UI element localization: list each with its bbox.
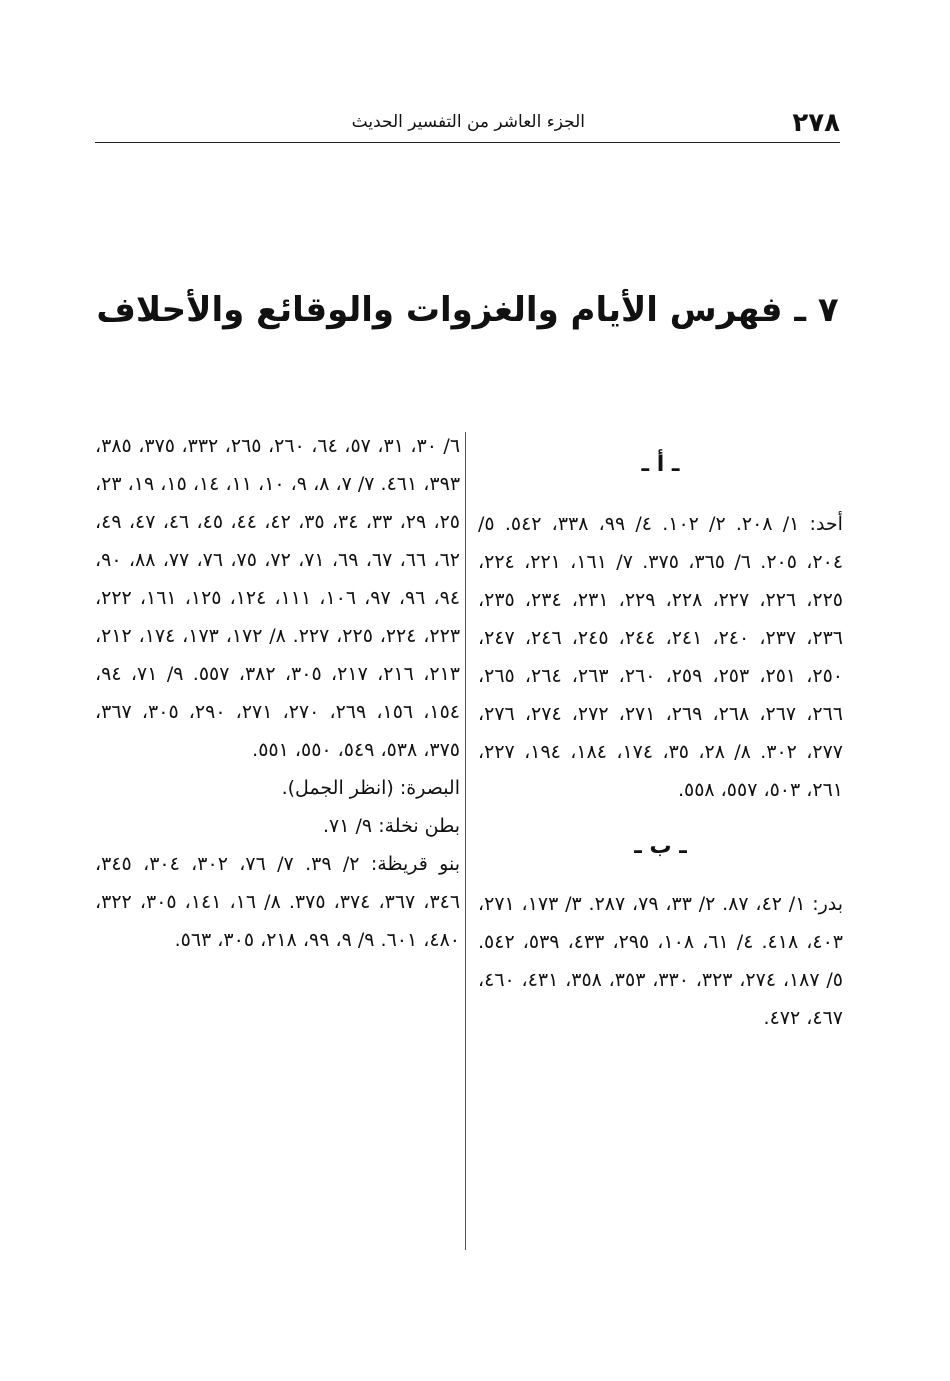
- index-entry-badr: [478, 885, 843, 1037]
- page-header: [95, 104, 840, 144]
- right-column: [478, 425, 843, 1037]
- entry-references: (انظر الجمل).: [281, 777, 394, 799]
- entry-term: أحد:: [809, 513, 843, 535]
- index-entry-basra: [95, 769, 460, 807]
- header-rule: [95, 142, 840, 143]
- entry-term: بدر:: [812, 893, 844, 915]
- entry-references: ١/ ٢٠٨. ٢/ ١٠٢. ٤/ ٩٩، ٣٣٨، ٥٤٢. ٥/ ٢٠٤، ٢٠٥. ٦/ ٣٦٥، ٣٧٥. ٧/ ١٦١، ٢٢١، ٢٢٤، ٢٢٥، ٢٢٦، ٢٢٧، ٢٢٨، ٢٢٩، ٢٣١، ٢٣٤، ٢٣٥، ٢٣٦، ٢٣٧، ٢٤٠، ٢٤١، ٢٤٤، ٢٤٥، ٢٤٦، ٢٤٧، ٢٥٠، ٢٥١، ٢٥٣، ٢٥٩، ٢٦٠، ٢٦٣، ٢٦٤، ٢٦٥، ٢٦٦، ٢٦٧، ٢٦٨، ٢٦٩، ٢٧١، ٢٧٢، ٢٧٤، ٢٧٦، ٢٧٧، ٣٠٢. ٨/ ٢٨، ٣٥، ١٧٤، ١٨٤، ١٩٤، ٢٢٧، ٢٦١، ٥٠٣، ٥٥٧، ٥٥٨.: [478, 513, 844, 801]
- entry-references: ١/ ٤٢، ٨٧. ٢/ ٣٣، ٧٩، ٢٨٧. ٣/ ١٧٣، ٢٧١، ٤٠٣، ٤١٨. ٤/ ٦١، ١٠٨، ٢٩٥، ٤٣٣، ٥٣٩، ٥٤٢. ٥/ ١٨٧، ٢٧٤، ٣٢٣، ٣٣٠، ٣٥٣، ٣٥٨، ٤٣١، ٤٦٠، ٤٦٧، ٤٧٢.: [478, 893, 844, 1029]
- letter-heading-alif: ـ أ ـ: [641, 452, 680, 477]
- column-divider: [465, 432, 466, 1250]
- entry-term: بنو قريظة:: [370, 853, 460, 875]
- entry-references: ٦/ ٣٠، ٣١، ٥٧، ٦٤، ٢٦٠، ٢٦٥، ٣٣٢، ٣٧٥، ٣٨٥، ٣٩٣، ٤٦١. ٧/ ٧، ٨، ٩، ١٠، ١١، ١٤، ١٥، ١٩، ٢٣، ٢٥، ٢٩، ٣٣، ٣٤، ٣٥، ٤٢، ٤٤، ٤٥، ٤٦، ٤٧، ٤٩، ٦٢، ٦٦، ٦٧، ٦٩، ٧١، ٧٢، ٧٥، ٧٦، ٧٧، ٨٨، ٩٠، ٩٤، ٩٦، ٩٧، ١٠٦، ١١١، ١٢٤، ١٢٥، ١٦١، ٢٢٢، ٢٢٣، ٢٢٤، ٢٢٥، ٢٢٧. ٨/ ١٧٢، ١٧٣، ١٧٤، ٢١٢، ٢١٣، ٢١٦، ٢١٧، ٣٠٥، ٣٨٢، ٥٥٧. ٩/ ٧١، ٩٤، ١٥٤، ١٥٦، ٢٦٩، ٢٧٠، ٢٧١، ٢٩٠، ٣٠٥، ٣٦٧، ٣٧٥، ٥٣٨، ٥٤٩، ٥٥٠، ٥٥١.: [95, 435, 461, 761]
- running-title: الجزء العاشر من التفسير الحديث: [351, 112, 585, 132]
- entry-term: بطن نخلة:: [378, 815, 460, 837]
- letter-heading-ba: ـ ب ـ: [634, 834, 687, 859]
- entry-term: البصرة:: [399, 777, 460, 799]
- index-entry-batn-nakhla: [95, 807, 460, 845]
- section-title: ٧ ـ فهرس الأيام والغزوات والوقائع والأحلاف: [96, 290, 839, 330]
- index-entry-banu-qurayza: [95, 845, 460, 959]
- entry-references: ٩/ ٧١.: [323, 815, 373, 837]
- index-entry-badr-continued: [95, 427, 460, 769]
- left-column: [95, 427, 460, 959]
- entry-references: ٢/ ٣٩. ٧/ ٧٦، ٣٠٢، ٣٠٤، ٣٤٥، ٣٤٦، ٣٦٧، ٣٧٤، ٣٧٥. ٨/ ١٦، ١٤١، ٣٠٥، ٣٢٢، ٤٨٠، ٦٠١. ٩/ ٩، ٩٩، ٢١٨، ٣٠٥، ٥٦٣.: [95, 853, 461, 951]
- page-number: ٢٧٨: [792, 108, 840, 138]
- index-entry-uhud: [478, 505, 843, 809]
